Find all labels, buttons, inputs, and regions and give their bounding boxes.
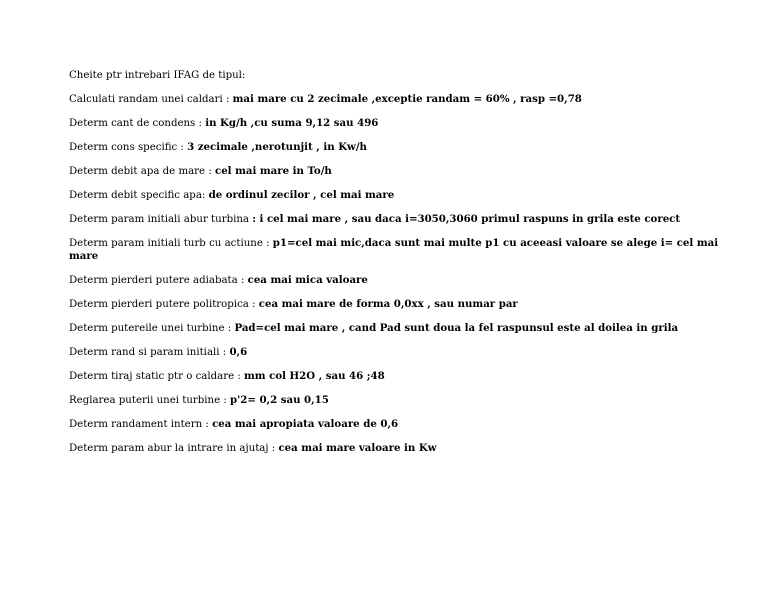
question-text: Determ pierderi putere politropica : — [69, 299, 259, 310]
list-item — [69, 189, 719, 202]
question-text: Determ tiraj static ptr o caldare : — [69, 371, 245, 382]
list-item — [69, 442, 719, 455]
answer-text: de ordinul zecilor , cel mai mare — [208, 189, 395, 201]
answer-text: cea mai mare de forma 0,0xx , sau numar par — [258, 298, 518, 310]
list-item — [69, 274, 719, 287]
question-text: Calculati randam unei caldari : — [69, 94, 233, 105]
question-text: Determ cant de condens : — [69, 118, 206, 129]
question-text: Determ pierderi putere adiabata : — [69, 275, 248, 286]
question-text: Determ param initiali turb cu actiune : — [69, 238, 273, 249]
answer-text: 3 zecimale ,nerotunjit , in Kw/h — [187, 141, 367, 153]
question-text: Determ param initiali abur turbina — [69, 214, 253, 225]
answer-text: cea mai mica valoare — [247, 274, 368, 286]
list-item — [69, 237, 719, 263]
answer-text: in Kg/h ,cu suma 9,12 sau 496 — [205, 117, 379, 129]
answer-text: mm col H2O , sau 46 ;48 — [244, 370, 385, 382]
question-text: Determ putereile unei turbine : — [69, 323, 235, 334]
list-item — [69, 322, 719, 335]
answer-text: : i cel mai mare , sau daca i=3050,3060 primul raspuns in grila este corect — [252, 213, 681, 225]
answer-text: cea mai apropiata valoare de 0,6 — [212, 418, 399, 430]
question-text: Determ debit specific apa: — [69, 190, 209, 201]
list-item — [69, 141, 719, 154]
list-item — [69, 213, 719, 226]
answer-text: Pad=cel mai mare , cand Pad sunt doua la fel raspunsul este al doilea in grila — [234, 322, 679, 334]
answer-text: 0,6 — [229, 346, 248, 358]
answer-text: mai mare cu 2 zecimale ,exceptie randam = 60% , rasp =0,78 — [232, 93, 582, 105]
list-item — [69, 165, 719, 178]
list-item — [69, 418, 719, 431]
question-text: Determ param abur la intrare in ajutaj : — [69, 443, 279, 454]
answer-text: p1=cel mai mic,daca sunt mai multe p1 cu aceeasi valoare se alege i= cel mai mare — [69, 237, 719, 262]
question-text: Reglarea puterii unei turbine : — [69, 395, 231, 406]
question-text: Determ cons specific : — [69, 142, 188, 153]
list-item — [69, 117, 719, 130]
question-text: Determ rand si param initiali : — [69, 347, 230, 358]
list-item — [69, 394, 719, 407]
list-item — [69, 298, 719, 311]
list-item — [69, 93, 719, 106]
answer-text: cea mai mare valoare in Kw — [278, 442, 437, 454]
answer-text: cel mai mare in To/h — [215, 165, 332, 177]
list-item — [69, 370, 719, 383]
list-item — [69, 346, 719, 359]
answer-text: p'2= 0,2 sau 0,15 — [230, 394, 329, 406]
document-content — [69, 69, 719, 466]
document-title: Cheite ptr intrebari IFAG de tipul: — [69, 70, 246, 81]
question-text: Determ randament intern : — [69, 419, 213, 430]
question-text: Determ debit apa de mare : — [69, 166, 215, 177]
